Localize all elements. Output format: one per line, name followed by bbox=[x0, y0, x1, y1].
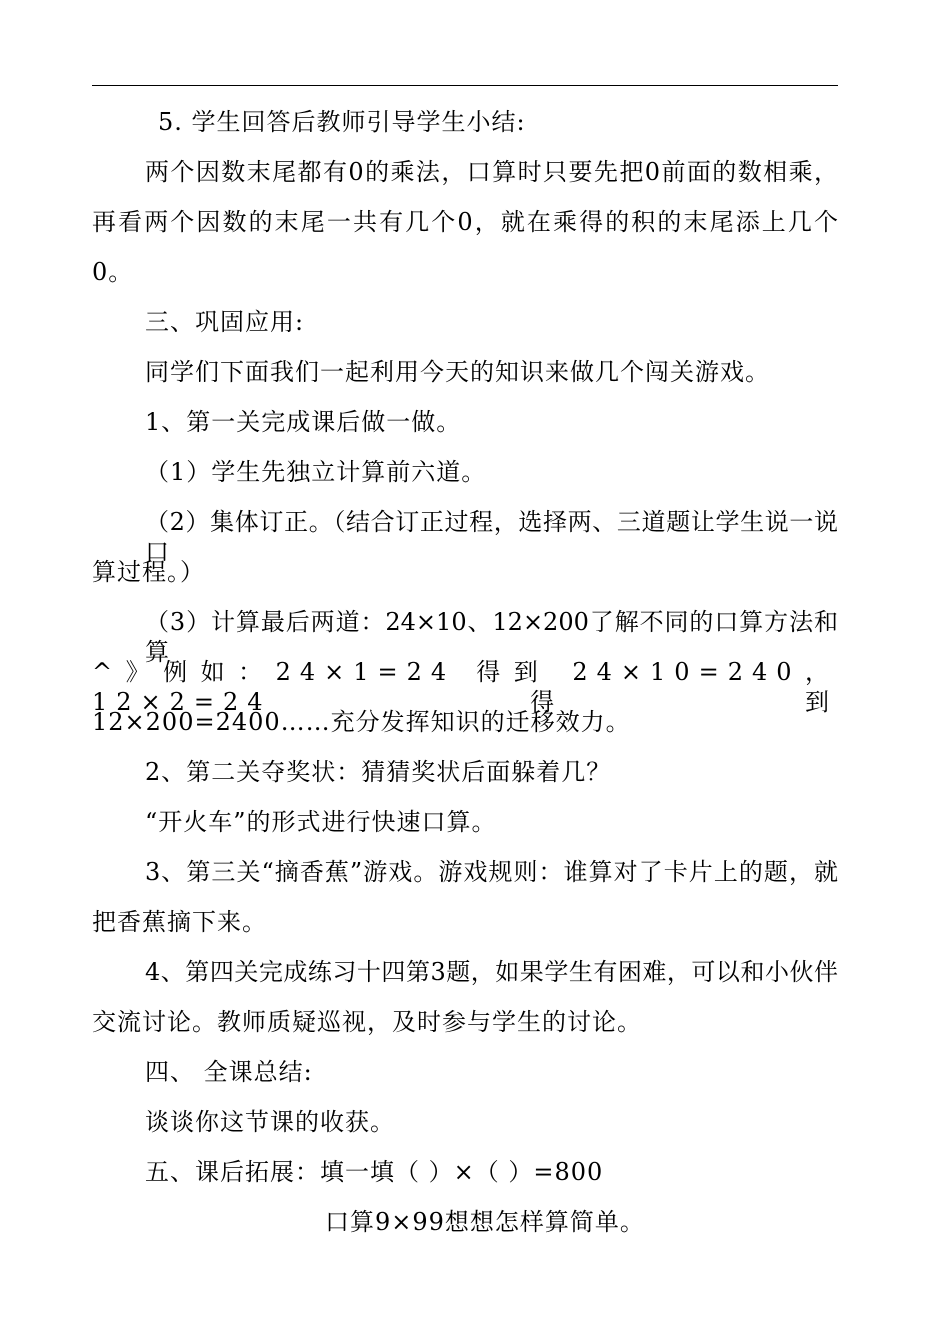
paragraph-line: 4、第四关完成练习十四第3题，如果学生有困难，可以和小伙伴 bbox=[145, 958, 838, 986]
section-heading: 三、巩固应用: bbox=[145, 308, 305, 336]
header-rule bbox=[92, 85, 838, 86]
paragraph-line: ^》例如：24×1=24 得到 24×10=240，12×2=24 得到 bbox=[92, 658, 838, 716]
paragraph-line: “开火车”的形式进行快速口算。 bbox=[145, 808, 497, 836]
paragraph-line: 2、第二关夺奖状：猜猜奖状后面躲着几？ bbox=[145, 758, 612, 786]
paragraph-line: 0。 bbox=[92, 258, 134, 286]
paragraph-line: 同学们下面我们一起利用今天的知识来做几个闯关游戏。 bbox=[145, 358, 770, 386]
paragraph-line: 交流讨论。教师质疑巡视，及时参与学生的讨论。 bbox=[92, 1008, 642, 1036]
paragraph-line: 口算9×99想想怎样算简单。 bbox=[325, 1208, 645, 1236]
paragraph-line: 1、第一关完成课后做一做。 bbox=[145, 408, 462, 436]
paragraph-line: 12×200=2400……充分发挥知识的迁移效力。 bbox=[92, 708, 631, 736]
paragraph-line: （3）计算最后两道：24×10、12×200了解不同的口算方法和算 bbox=[145, 608, 838, 666]
paragraph-line: 谈谈你这节课的收获。 bbox=[145, 1108, 395, 1136]
section-heading: 四、 全课总结: bbox=[145, 1058, 313, 1086]
section-heading: 五、课后拓展：填一填（ ）×（ ）=800 bbox=[145, 1158, 604, 1186]
paragraph-line: 两个因数末尾都有0的乘法，口算时只要先把0前面的数相乘， bbox=[145, 158, 838, 186]
paragraph-line: 算过程。） bbox=[92, 558, 205, 586]
paragraph-line: 再看两个因数的末尾一共有几个0，就在乘得的积的末尾添上几个 bbox=[92, 208, 838, 236]
paragraph-line: 5. 学生回答后教师引导学生小结: bbox=[158, 108, 526, 136]
paragraph-line: （2）集体订正。（结合订正过程，选择两、三道题让学生说一说口 bbox=[145, 508, 838, 566]
paragraph-line: （1）学生先独立计算前六道。 bbox=[145, 458, 487, 486]
paragraph-line: 把香蕉摘下来。 bbox=[92, 908, 267, 936]
paragraph-line: 3、第三关“摘香蕉”游戏。游戏规则：谁算对了卡片上的题，就 bbox=[145, 858, 838, 886]
